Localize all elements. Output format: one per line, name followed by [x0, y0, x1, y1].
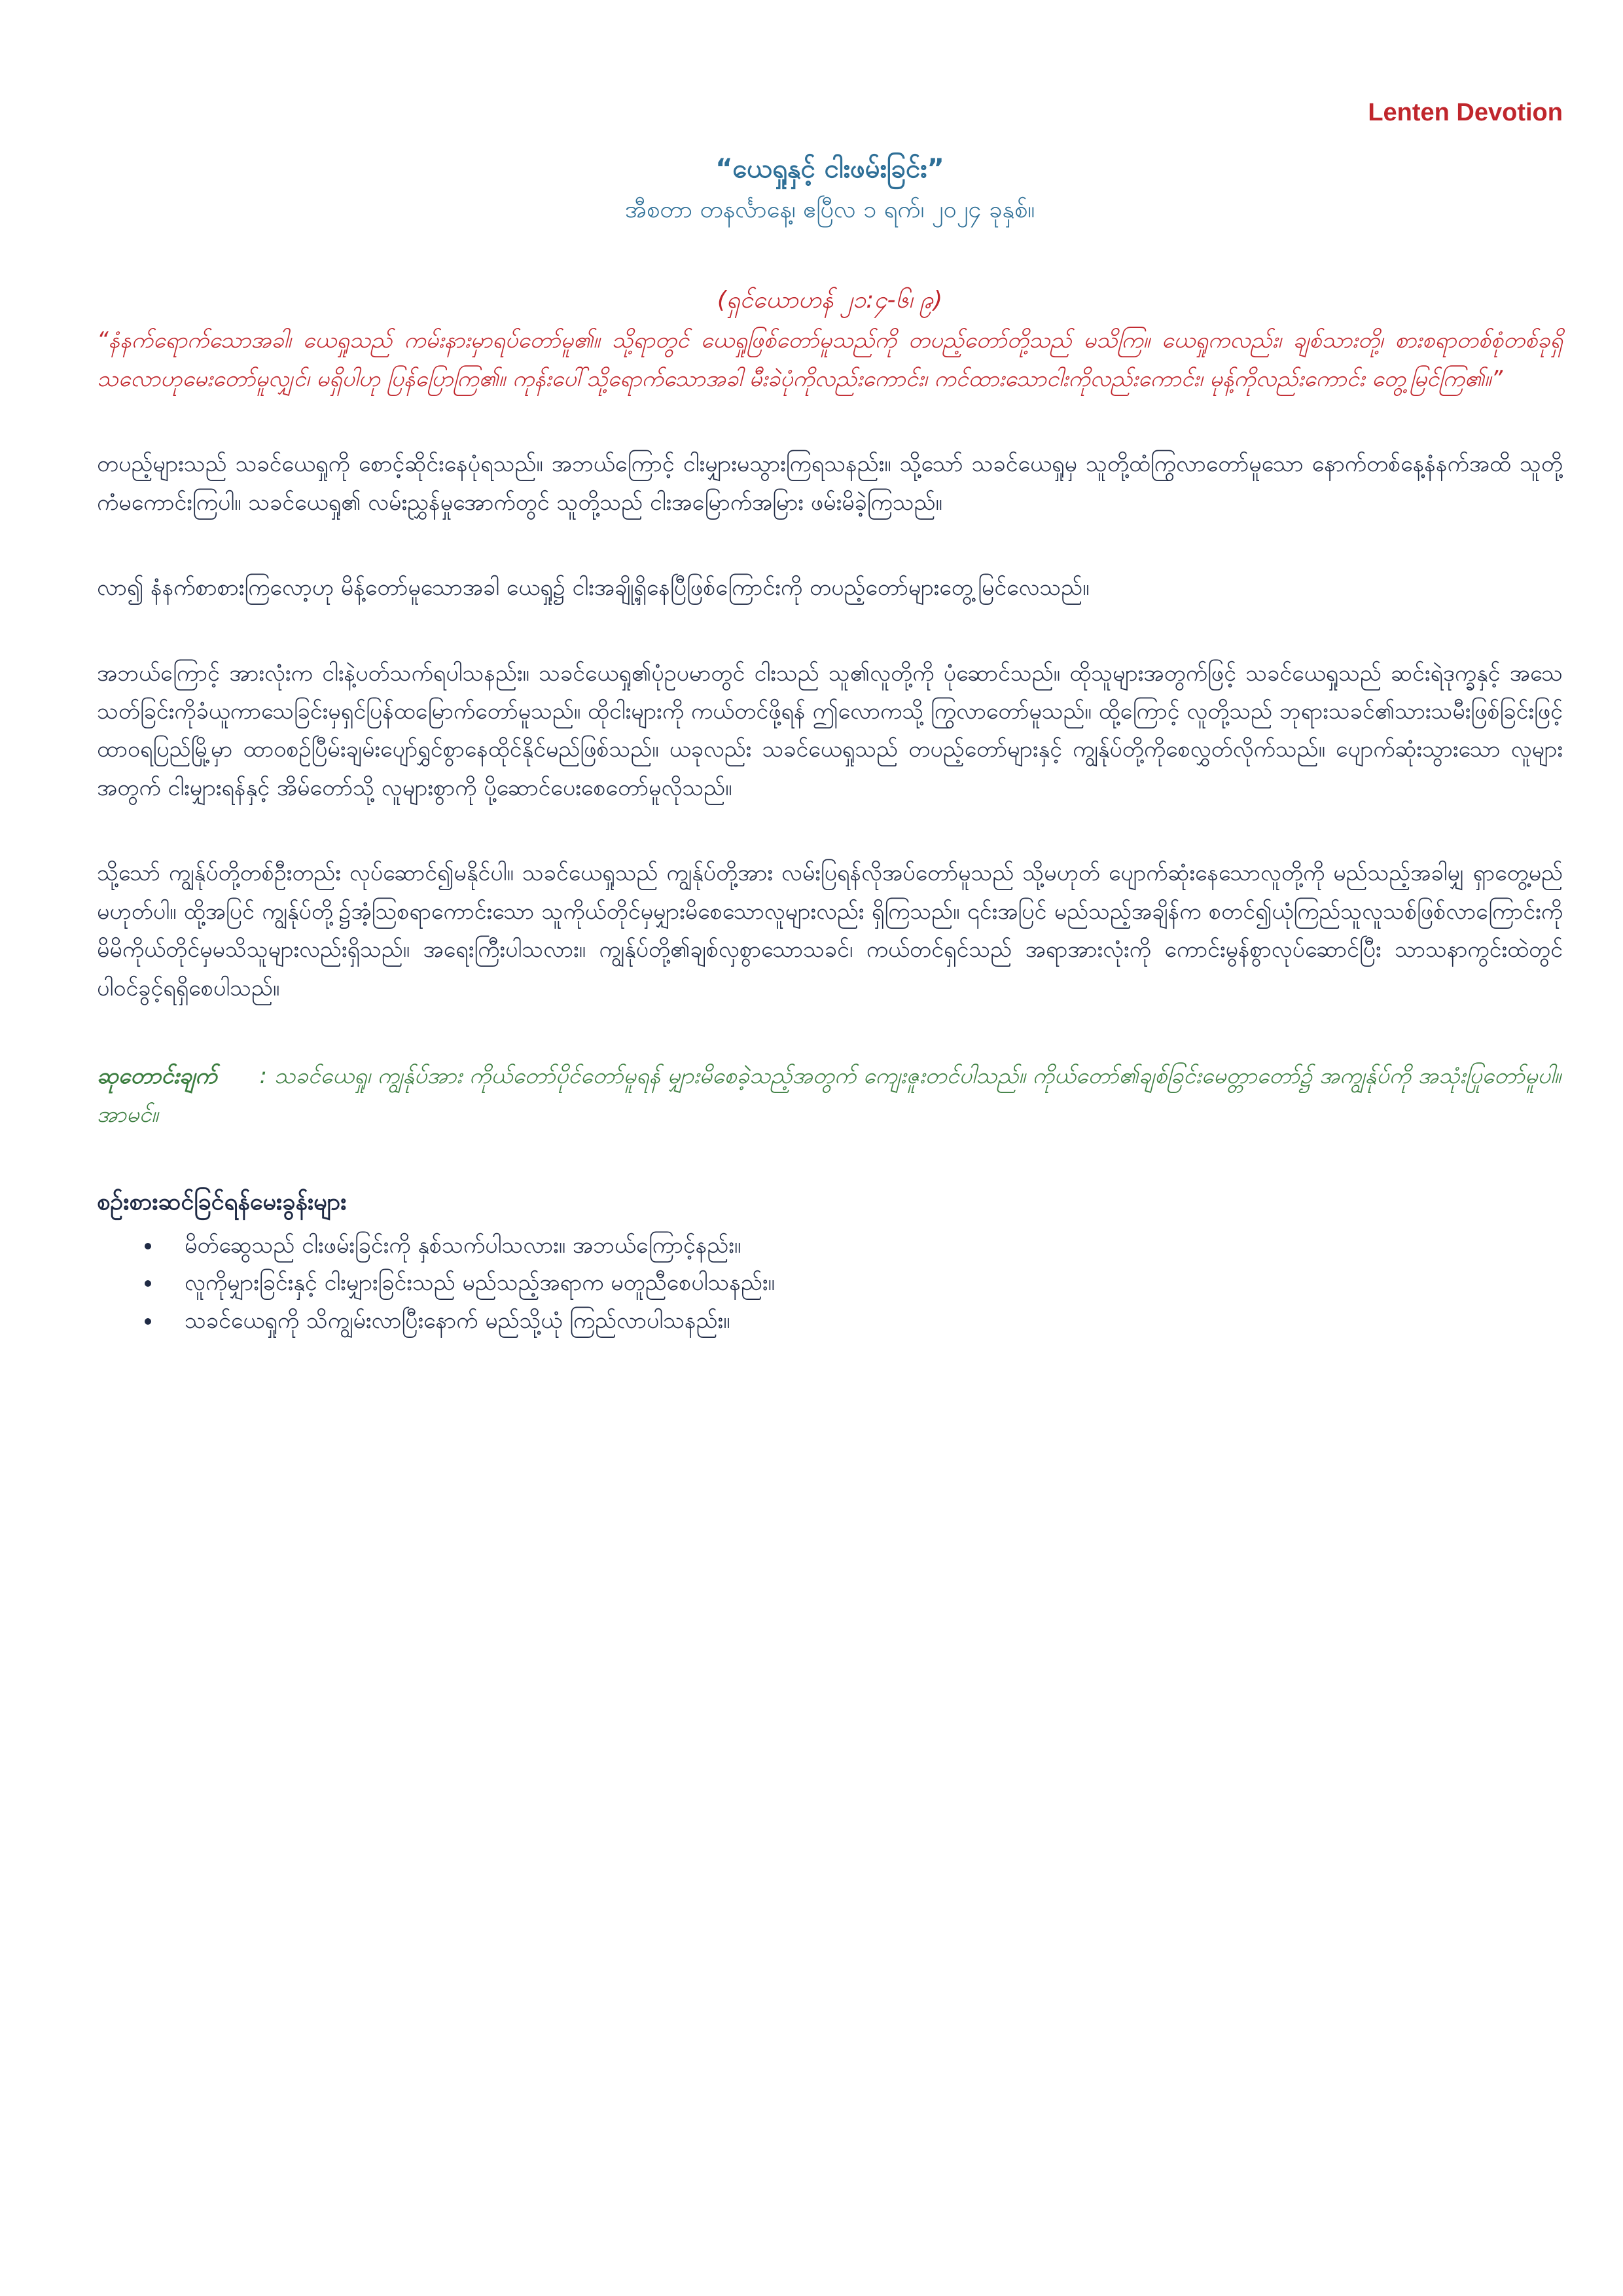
scripture-reference: (ရှင်ယောဟန် ၂၁:၄-၆၊ ၉)	[717, 287, 943, 314]
prayer-label: ဆုတောင်းချက်	[97, 1063, 217, 1090]
devotion-date: အီစတာ တနင်္လာနေ့၊ ဧပြီလ ၁ ရက်၊ ၂၀၂၄ ခုနှစ်။	[624, 196, 1035, 223]
prayer-block	[97, 1057, 1563, 1134]
body-paragraph-1: တပည့်များသည် သခင်ယေရှုကို စောင့်ဆိုင်းနေပုံရသည်။ အဘယ်ကြောင့် ငါးမျှားမသွားကြရသနည်း။ သို့သော် သခင်ယေရှုမှ သူတို့ထံကြွလာတော်မူသော နောက်တစ်နေ့နံနက်အထိ သူတို့ကံမကောင်းကြပါ။ သခင်ယေရှု၏ လမ်းညွှန်မှုအောက်တွင် သူတို့သည် ငါးအမြောက်အမြား ဖမ်းမိခဲ့ကြသည်။	[97, 451, 1563, 516]
body-paragraph-3: အဘယ်ကြောင့် အားလုံးက ငါးနဲ့ပတ်သက်ရပါသနည်း။ သခင်ယေရှု၏ပုံဥပမာတွင် ငါးသည် သူ၏လူတို့ကို ပုံဆောင်သည်။ ထိုသူများအတွက်ဖြင့် သခင်ယေရှုသည် ဆင်းရဲဒုက္ခနှင့် အသေသတ်ခြင်းကိုခံယူကာသေခြင်းမှရှင်ပြန်ထမြောက်တော်မူသည်။ ထိုငါးများကို ကယ်တင်ဖို့ရန် ဤလောကသို့ ကြွလာတော်မူသည်။ ထို့ကြောင့် လူတို့သည် ဘုရားသခင်၏သားသမီးဖြစ်ခြင်းဖြင့် ထာဝရပြည်မြို့မှာ ထာဝစဉ်ပြီမ်းချမ်းပျော်ရွှင်စွာနေထိုင်နိုင်မည်ဖြစ်သည်။ ယခုလည်း သခင်ယေရှုသည် တပည့်တော်များနှင့် ကျွန်ုပ်တို့ကိုစေလွှတ်လိုက်သည်။ ပျောက်ဆုံးသွားသော လူများအတွက် ငါးမျှားရန်နှင့် အိမ်တော်သို့ လူများစွာကို ပို့ဆောင်ပေးစေတော်မူလိုသည်။	[97, 660, 1563, 801]
question-item: • သခင်ယေရှုကို သိကျွမ်းလာပြီးနောက် မည်သို့ယုံ ကြည်လာပါသနည်း။	[162, 1302, 1563, 1340]
questions-list	[97, 1227, 1563, 1340]
devotion-title: “ယေရှုနှင့် ငါးဖမ်းခြင်း”	[715, 153, 944, 184]
header-label: Lenten Devotion	[1368, 99, 1563, 126]
body-paragraph-2: လာ၍ နံနက်စာစားကြလော့ဟု မိန့်တော်မူသောအခါ ယေရှု၌ ငါးအချို့ရှိနေပြီဖြစ်ကြောင်းကို တပည့်တော်များတွေ့မြင်လေသည်။	[97, 575, 1090, 601]
prayer-text: : သခင်ယေရှု၊ ကျွန်ုပ်အား ကိုယ်တော်ပိုင်တော်မူရန် မျှားမိစေခဲ့သည့်အတွက် ကျေးဇူးတင်ပါသည်။ ကိုယ်တော်၏ချစ်ခြင်းမေတ္တာတော်၌ အကျွန်ုပ်ကို အသုံးပြုတော်မူပါ။ အာမင်။	[97, 1063, 1561, 1128]
question-item: • မိတ်ဆွေသည် ငါးဖမ်းခြင်းကို နှစ်သက်ပါသလား။ အဘယ်ကြောင့်နည်း။	[162, 1227, 1563, 1265]
scripture-text: “နံနက်ရောက်သောအခါ၊ ယေရှုသည် ကမ်းနားမှာရပ်တော်မူ၏။ သို့ရာတွင် ယေရှုဖြစ်တော်မူသည်ကို တပည့်တော်တို့သည် မသိကြ။ ယေရှုကလည်း၊ ချစ်သားတို့၊ စားစရာတစ်စုံတစ်ခုရှိသလောဟုမေးတော်မူလျှင်၊ မရှိပါဟု ပြန်ပြောကြ၏။ ကုန်းပေါ်သို့ရောက်သောအခါ မီးခဲပုံကိုလည်းကောင်း၊ ကင်ထားသောငါးကိုလည်းကောင်း၊ မုန့်ကိုလည်းကောင်း တွေ့မြင်ကြ၏။”	[97, 327, 1563, 392]
body-paragraph-4: သို့သော် ကျွန်ုပ်တို့တစ်ဦးတည်း လုပ်ဆောင်၍မနိုင်ပါ။ သခင်ယေရှုသည် ကျွန်ုပ်တို့အား လမ်းပြရန်လိုအပ်တော်မူသည် သို့မဟုတ် ပျောက်ဆုံးနေသောလူတို့ကို မည်သည့်အခါမျှ ရှာတွေ့မည်မဟုတ်ပါ။ ထို့အပြင် ကျွန်ုပ်တို့၌အံ့သြစရာကောင်းသော သူကိုယ်တိုင်မှမျှားမိစေသောလူများလည်း ရှိကြသည်။ ၎င်းအပြင် မည်သည့်အချိန်က စတင်၍ယုံကြည်သူလူသစ်ဖြစ်လာကြောင်းကို မိမိကိုယ်တိုင်မှမသိသူများလည်းရှိသည်။ အရေးကြီးပါသလား။ ကျွန်ုပ်တို့၏ချစ်လှစွာသောသခင်၊ ကယ်တင်ရှင်သည် အရာအားလုံးကို ကောင်းမွန်စွာလုပ်ဆောင်ပြီး သာသနာကွင်းထဲတွင် ပါဝင်ခွင့်ရရှိစေပါသည်။	[97, 860, 1563, 1001]
devotion-page	[97, 85, 1563, 1340]
question-item: • လူကိုမျှားခြင်းနှင့် ငါးမျှားခြင်းသည် မည်သည့်အရာက မတူညီစေပါသနည်း။	[162, 1265, 1563, 1302]
questions-heading: စဉ်းစားဆင်ခြင်ရန်မေးခွန်းများ	[97, 1189, 347, 1216]
